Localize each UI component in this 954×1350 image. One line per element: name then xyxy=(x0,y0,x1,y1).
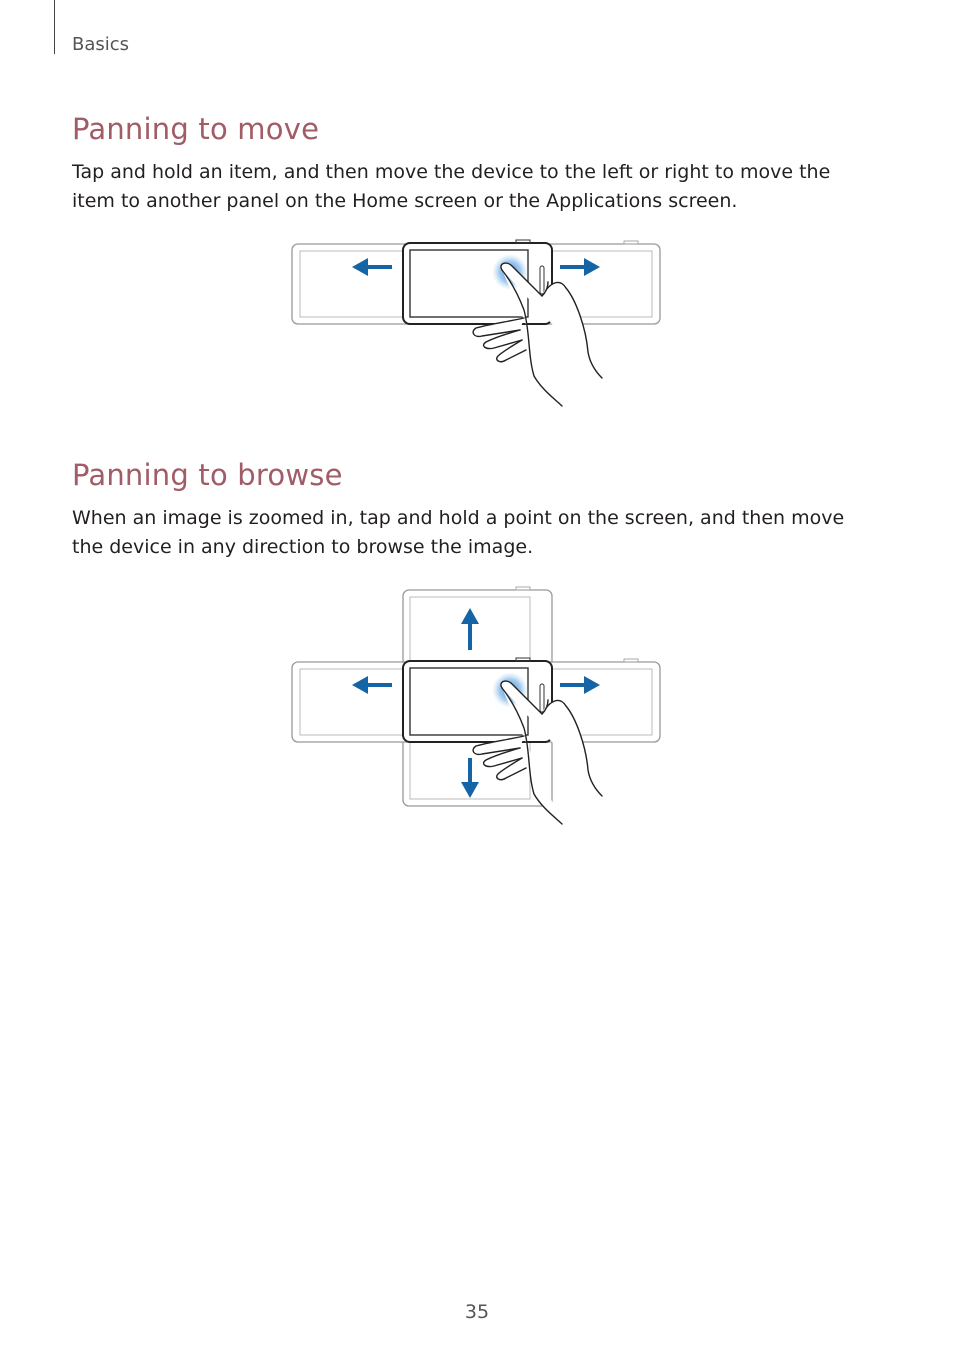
section-title-panning-to-browse: Panning to browse xyxy=(72,458,343,492)
section-body-panning-to-browse: When an image is zoomed in, tap and hold a point on the screen, and then move the device in any direction to browse the image. xyxy=(72,507,845,558)
main-device xyxy=(403,658,552,742)
main-device xyxy=(403,240,552,324)
page-number: 35 xyxy=(464,1301,490,1323)
running-head: Basics xyxy=(72,34,130,55)
margin-rule xyxy=(54,0,55,54)
panning-to-move-illustration xyxy=(0,236,954,416)
panning-to-browse-illustration xyxy=(0,584,954,834)
section-body-panning-to-move: Tap and hold an item, and then move the device to the left or right to move the item to another panel on the Home screen or the Applications screen. xyxy=(72,161,831,212)
section-title-panning-to-move: Panning to move xyxy=(72,112,320,146)
